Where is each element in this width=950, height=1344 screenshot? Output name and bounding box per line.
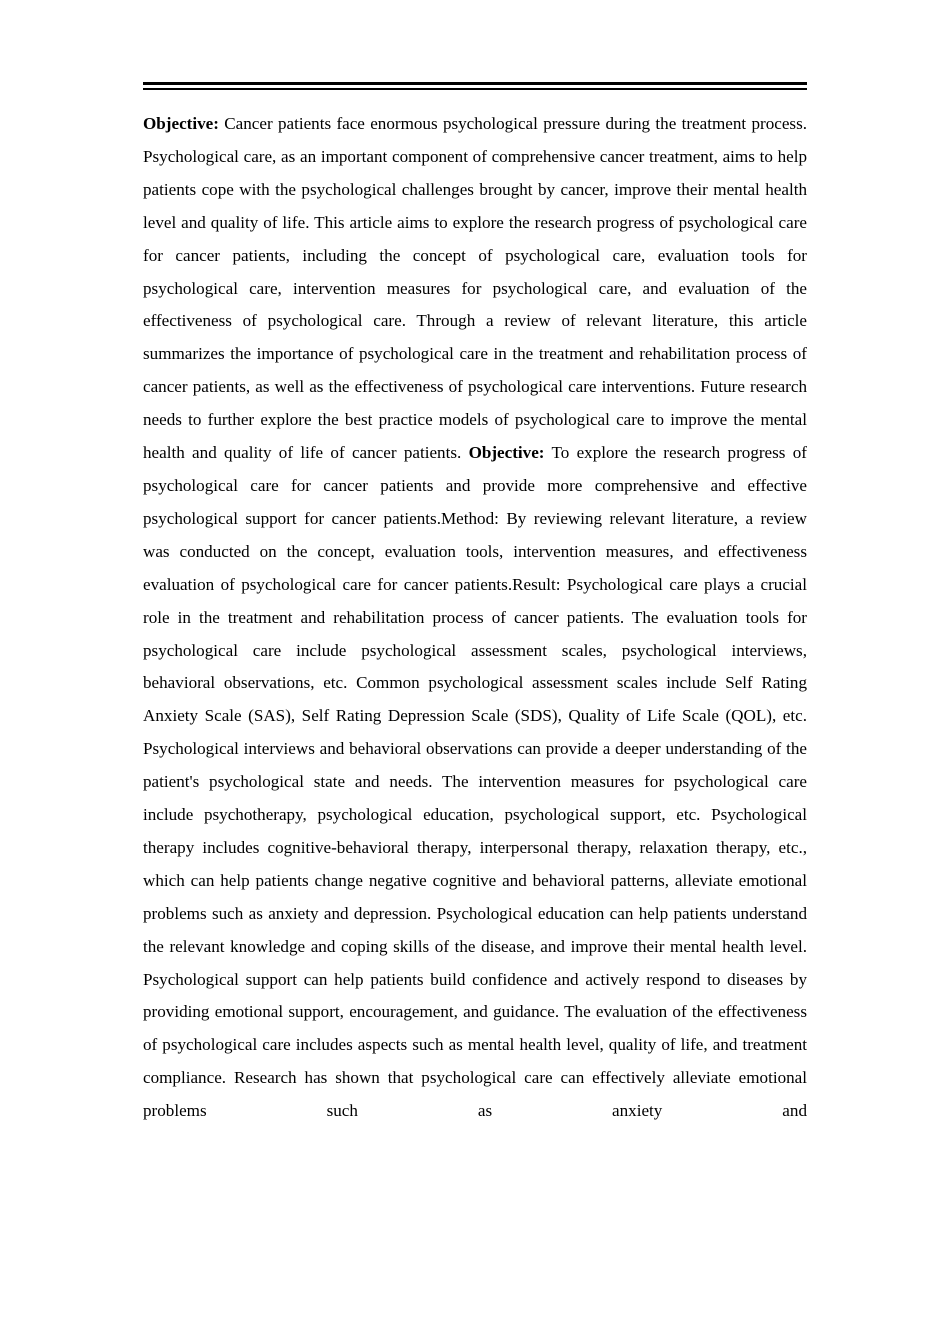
header-rule-thick [143,82,807,85]
abstract-paragraph [143,108,807,1128]
header-rule-thin [143,88,807,90]
objective-label-primary: Objective: [143,114,219,133]
header-double-rule [143,82,807,93]
abstract-segment-two: To explore the research progress of psychological care for cancer patients and provide more comprehensive and effective psychological support for cancer patients.Method: By reviewing relevant literature, a review was conducted on the concept, evaluation tools, intervention measures, and effectiveness evaluation of psychological care for cancer patients.Result: Psychological care plays a crucial role in the treatment and rehabilitation process of cancer patients. The evaluation tools for psychological care include psychological assessment scales, psychological interviews, behavioral observations, etc. Common psychological assessment scales include Self Rating Anxiety Scale (SAS), Self Rating Depression Scale (SDS), Quality of Life Scale (QOL), etc. Psychological interviews and behavioral observations can provide a deeper understanding of the patient's psychological state and needs. The intervention measures for psychological care include psychotherapy, psychological education, psychological support, etc. Psychological therapy includes cognitive-behavioral therapy, interpersonal therapy, relaxation therapy, etc., which can help patients change negative cognitive and behavioral patterns, alleviate emotional problems such as anxiety and depression. Psychological education can help patients understand the relevant knowledge and coping skills of the disease, and improve their mental health level. Psychological support can help patients build confidence and actively respond to diseases by providing emotional support, encouragement, and guidance. The evaluation of the effectiveness of psychological care includes aspects such as mental health level, quality of life, and treatment compliance. Research has shown that psychological care can effectively alleviate emotional problems such as anxiety and [143,443,807,1121]
abstract-segment-one: Cancer patients face enormous psychological pressure during the treatment process. Psychological care, as an important component of comprehensive cancer treatment, aims to help patients cope with the psychological challenges brought by cancer, improve their mental health level and quality of life. This article aims to explore the research progress of psychological care for cancer patients, including the concept of psychological care, evaluation tools for psychological care, intervention measures for psychological care, and evaluation of the effectiveness of psychological care. Through a review of relevant literature, this article summarizes the importance of psychological care in the treatment and rehabilitation process of cancer patients, as well as the effectiveness of psychological care interventions. Future research needs to further explore the best practice models of psychological care to improve the mental health and quality of life of cancer patients. [143,114,807,463]
abstract-text-column [143,108,807,1128]
objective-label-secondary: Objective: [468,443,545,463]
